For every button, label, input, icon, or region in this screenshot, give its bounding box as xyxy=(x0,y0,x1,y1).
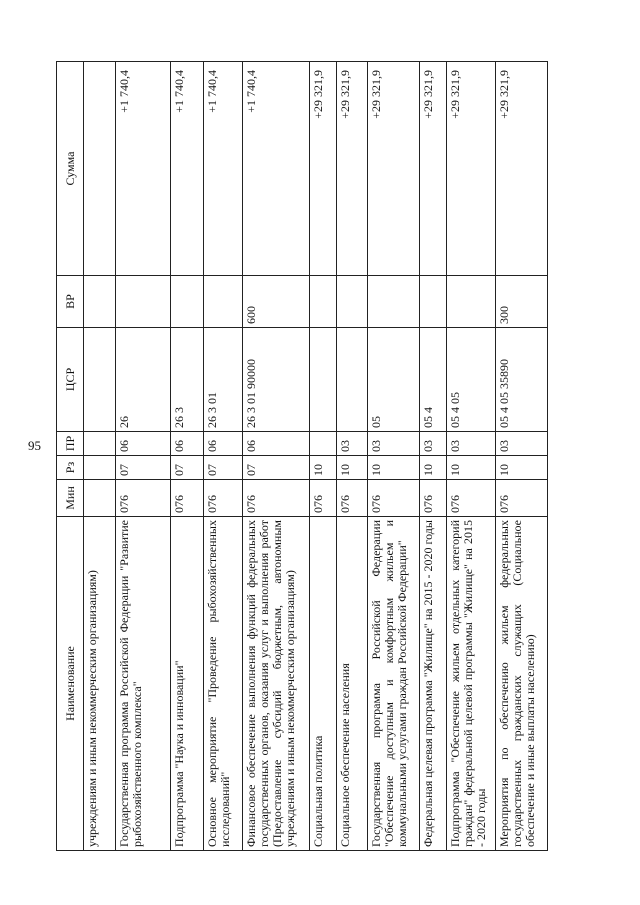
header-name: Наименование xyxy=(57,517,84,851)
cell-min: 076 xyxy=(116,480,171,517)
cell-rz: 10 xyxy=(420,456,447,480)
cell-name: Подпрограмма "Обеспечение жильем отдельных категорий граждан" федеральной целевой программы "Жилище" на 2015 - 2020 годы xyxy=(447,517,496,851)
table-row xyxy=(171,62,204,851)
cell-sum: +29 321,9 xyxy=(337,62,368,276)
table-row xyxy=(84,62,116,851)
cell-sum: +29 321,9 xyxy=(447,62,496,276)
table-row xyxy=(420,62,447,851)
cell-rz: 10 xyxy=(447,456,496,480)
header-vr: ВР xyxy=(57,276,84,328)
cell-vr: 300 xyxy=(496,276,548,328)
cell-name: учреждениям и иным некоммерческим организациям) xyxy=(84,517,116,851)
cell-csr: 26 xyxy=(116,328,171,432)
table-header-row xyxy=(57,62,84,851)
header-rz: Рз xyxy=(57,456,84,480)
table-row xyxy=(496,62,548,851)
cell-vr xyxy=(116,276,171,328)
cell-min: 076 xyxy=(368,480,420,517)
header-sum: Сумма xyxy=(57,62,84,276)
cell-csr: 05 4 xyxy=(420,328,447,432)
cell-csr xyxy=(310,328,337,432)
cell-rz: 07 xyxy=(116,456,171,480)
cell-sum: +1 740,4 xyxy=(171,62,204,276)
cell-sum: +1 740,4 xyxy=(116,62,171,276)
cell-csr: 05 4 05 35890 xyxy=(496,328,548,432)
rotated-sheet xyxy=(56,62,626,851)
cell-sum: +29 321,9 xyxy=(368,62,420,276)
header-csr: ЦСР xyxy=(57,328,84,432)
table-row xyxy=(243,62,310,851)
cell-rz: 07 xyxy=(243,456,310,480)
cell-min: 076 xyxy=(447,480,496,517)
cell-min: 076 xyxy=(243,480,310,517)
cell-name: Основное мероприятие "Проведение рыбохозяйственных исследований" xyxy=(204,517,243,851)
cell-name: Мероприятия по обеспечению жильем федеральных государственных гражданских служащих (Социальное обеспечение и иные выплаты населению) xyxy=(496,517,548,851)
cell-rz: 10 xyxy=(310,456,337,480)
cell-sum: +1 740,4 xyxy=(204,62,243,276)
cell-vr xyxy=(447,276,496,328)
cell-csr: 05 xyxy=(368,328,420,432)
header-pr: ПР xyxy=(57,432,84,456)
cell-csr: 26 3 01 xyxy=(204,328,243,432)
cell-name: Подпрограмма "Наука и инновации" xyxy=(171,517,204,851)
cell-pr: 06 xyxy=(204,432,243,456)
cell-min: 076 xyxy=(337,480,368,517)
table-row xyxy=(310,62,337,851)
cell-rz: 07 xyxy=(204,456,243,480)
table-row xyxy=(337,62,368,851)
cell-rz: 10 xyxy=(496,456,548,480)
cell-vr xyxy=(420,276,447,328)
cell-min: 076 xyxy=(496,480,548,517)
cell-vr xyxy=(368,276,420,328)
header-min: Мин xyxy=(57,480,84,517)
cell-pr: 03 xyxy=(496,432,548,456)
cell-pr: 06 xyxy=(243,432,310,456)
cell-name: Государственная программа Российской Федерации "Развитие рыбохозяйственного комплекса" xyxy=(116,517,171,851)
cell-name: Социальная политика xyxy=(310,517,337,851)
cell-name: Финансовое обеспечение выполнения функций федеральных государственных органов, оказания услуг и выполнения работ (Предоставление субсидий бюджетным, автономным учреждениям и иным некоммерческим организациям) xyxy=(243,517,310,851)
cell-min: 076 xyxy=(204,480,243,517)
page-number: 95 xyxy=(28,438,41,453)
budget-table xyxy=(56,61,548,851)
cell-pr: 06 xyxy=(171,432,204,456)
cell-min xyxy=(84,480,116,517)
cell-pr: 03 xyxy=(447,432,496,456)
cell-rz xyxy=(84,456,116,480)
cell-pr: 06 xyxy=(116,432,171,456)
cell-vr xyxy=(84,276,116,328)
cell-sum: +29 321,9 xyxy=(310,62,337,276)
cell-vr: 600 xyxy=(243,276,310,328)
cell-csr: 26 3 xyxy=(171,328,204,432)
cell-name: Социальное обеспечение населения xyxy=(337,517,368,851)
cell-csr xyxy=(84,328,116,432)
cell-min: 076 xyxy=(171,480,204,517)
cell-rz: 10 xyxy=(337,456,368,480)
cell-vr xyxy=(337,276,368,328)
cell-pr: 03 xyxy=(337,432,368,456)
cell-csr: 26 3 01 90000 xyxy=(243,328,310,432)
cell-name: Федеральная целевая программа "Жилище" на 2015 - 2020 годы xyxy=(420,517,447,851)
cell-rz: 07 xyxy=(171,456,204,480)
cell-csr: 05 4 05 xyxy=(447,328,496,432)
cell-vr xyxy=(171,276,204,328)
cell-sum: +29 321,9 xyxy=(420,62,447,276)
table-row xyxy=(116,62,171,851)
cell-pr: 03 xyxy=(420,432,447,456)
table-row xyxy=(204,62,243,851)
cell-pr xyxy=(310,432,337,456)
cell-rz: 10 xyxy=(368,456,420,480)
cell-pr: 03 xyxy=(368,432,420,456)
cell-csr xyxy=(337,328,368,432)
table-row xyxy=(368,62,420,851)
cell-vr xyxy=(310,276,337,328)
cell-min: 076 xyxy=(310,480,337,517)
cell-sum: +29 321,9 xyxy=(496,62,548,276)
cell-min: 076 xyxy=(420,480,447,517)
cell-sum: +1 740,4 xyxy=(243,62,310,276)
cell-sum xyxy=(84,62,116,276)
cell-name: Государственная программа Российской Федерации "Обеспечение доступным и комфортным жильем и коммунальными услугами граждан Российской Федерации" xyxy=(368,517,420,851)
cell-vr xyxy=(204,276,243,328)
table-row xyxy=(447,62,496,851)
cell-pr xyxy=(84,432,116,456)
